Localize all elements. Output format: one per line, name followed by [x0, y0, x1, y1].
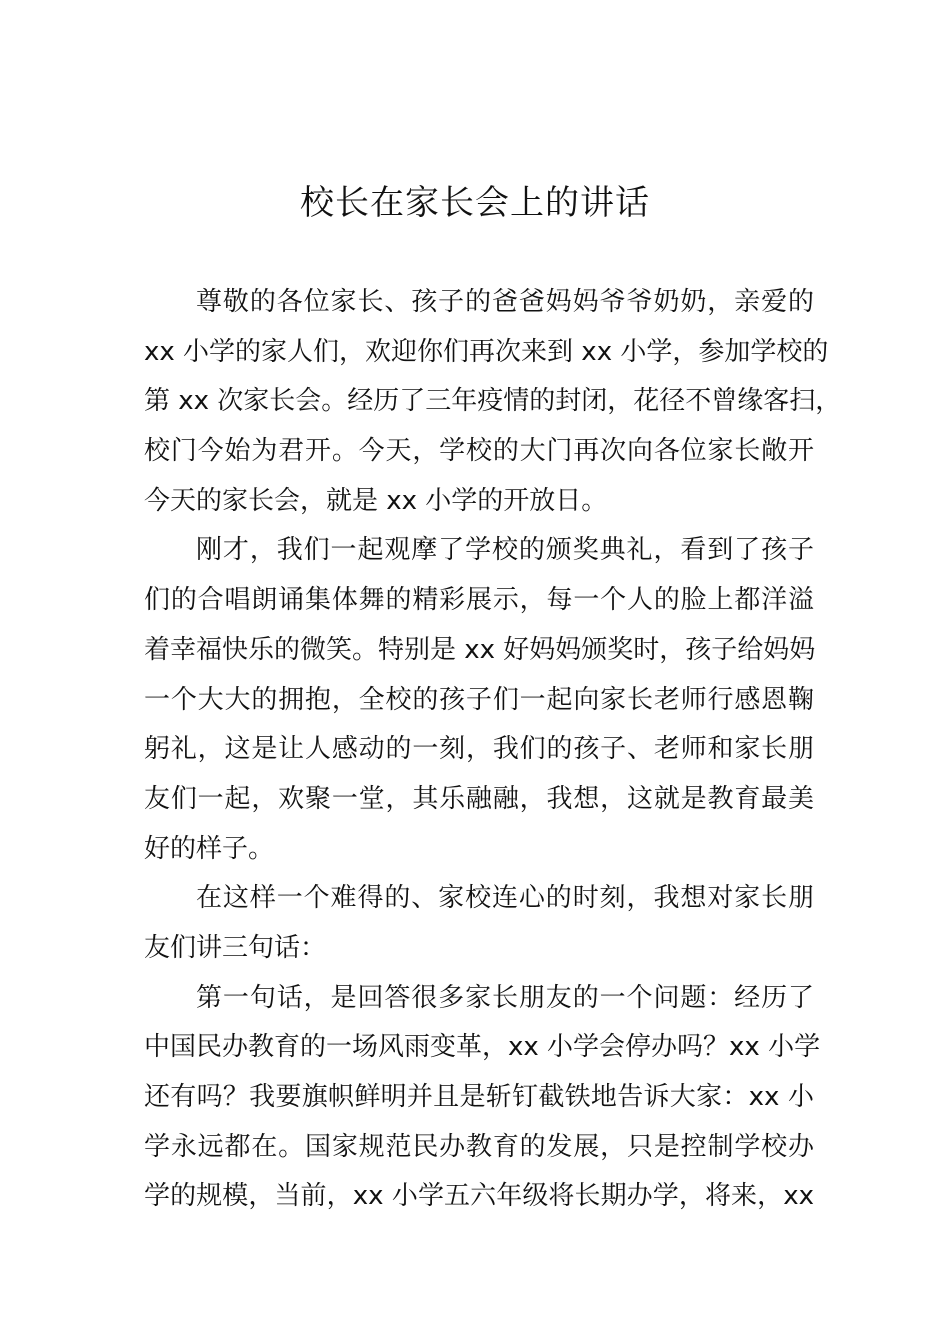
- text-line: 今天的家长会，就是 xx 小学的开放日。: [144, 485, 608, 516]
- text-line: 友们讲三句话：: [144, 932, 327, 963]
- text-line: 第一句话，是回答很多家长朋友的一个问题：经历了: [196, 982, 814, 1013]
- text-line: 刚才，我们一起观摩了学校的颁奖典礼，看到了孩子: [196, 535, 814, 566]
- text-line: 学永远都在。国家规范民办教育的发展，只是控制学校办: [144, 1131, 814, 1162]
- text-line: xx 小学的家人们，欢迎你们再次来到 xx 小学，参加学校的: [144, 336, 829, 367]
- text-line: 们的合唱朗诵集体舞的精彩展示，每一个人的脸上都洋溢: [144, 585, 814, 616]
- document-body: [144, 278, 842, 1222]
- text-line: 躬礼，这是让人感动的一刻，我们的孩子、老师和家长朋: [144, 734, 814, 765]
- text-line: 着幸福快乐的微笑。特别是 xx 好妈妈颁奖时，孩子给妈妈: [144, 634, 816, 665]
- document-title: 校长在家长会上的讲话: [300, 183, 650, 223]
- text-line: 还有吗？我要旗帜鲜明并且是斩钉截铁地告诉大家：xx 小: [144, 1082, 814, 1112]
- text-line: 校门今始为君开。今天，学校的大门再次向各位家长敞开: [144, 436, 814, 467]
- text-line: 友们一起，欢聚一堂，其乐融融，我想，这就是教育最美: [144, 783, 814, 814]
- text-line: 尊敬的各位家长、孩子的爸爸妈妈爷爷奶奶，亲爱的: [196, 287, 814, 317]
- text-line: 一个大大的拥抱，全校的孩子们一起向家长老师行感恩鞠: [144, 684, 814, 715]
- text-line: 学的规模，当前，xx 小学五六年级将长期办学，将来，xx: [144, 1181, 814, 1212]
- text-line: 好的样子。: [144, 833, 275, 864]
- text-line: 第 xx 次家长会。经历了三年疫情的封闭，花径不曾缘客扫，: [144, 386, 842, 417]
- text-line: 在这样一个难得的、家校连心的时刻，我想对家长朋: [196, 883, 814, 914]
- text-line: 中国民办教育的一场风雨变革，xx 小学会停办吗？xx 小学: [144, 1032, 821, 1063]
